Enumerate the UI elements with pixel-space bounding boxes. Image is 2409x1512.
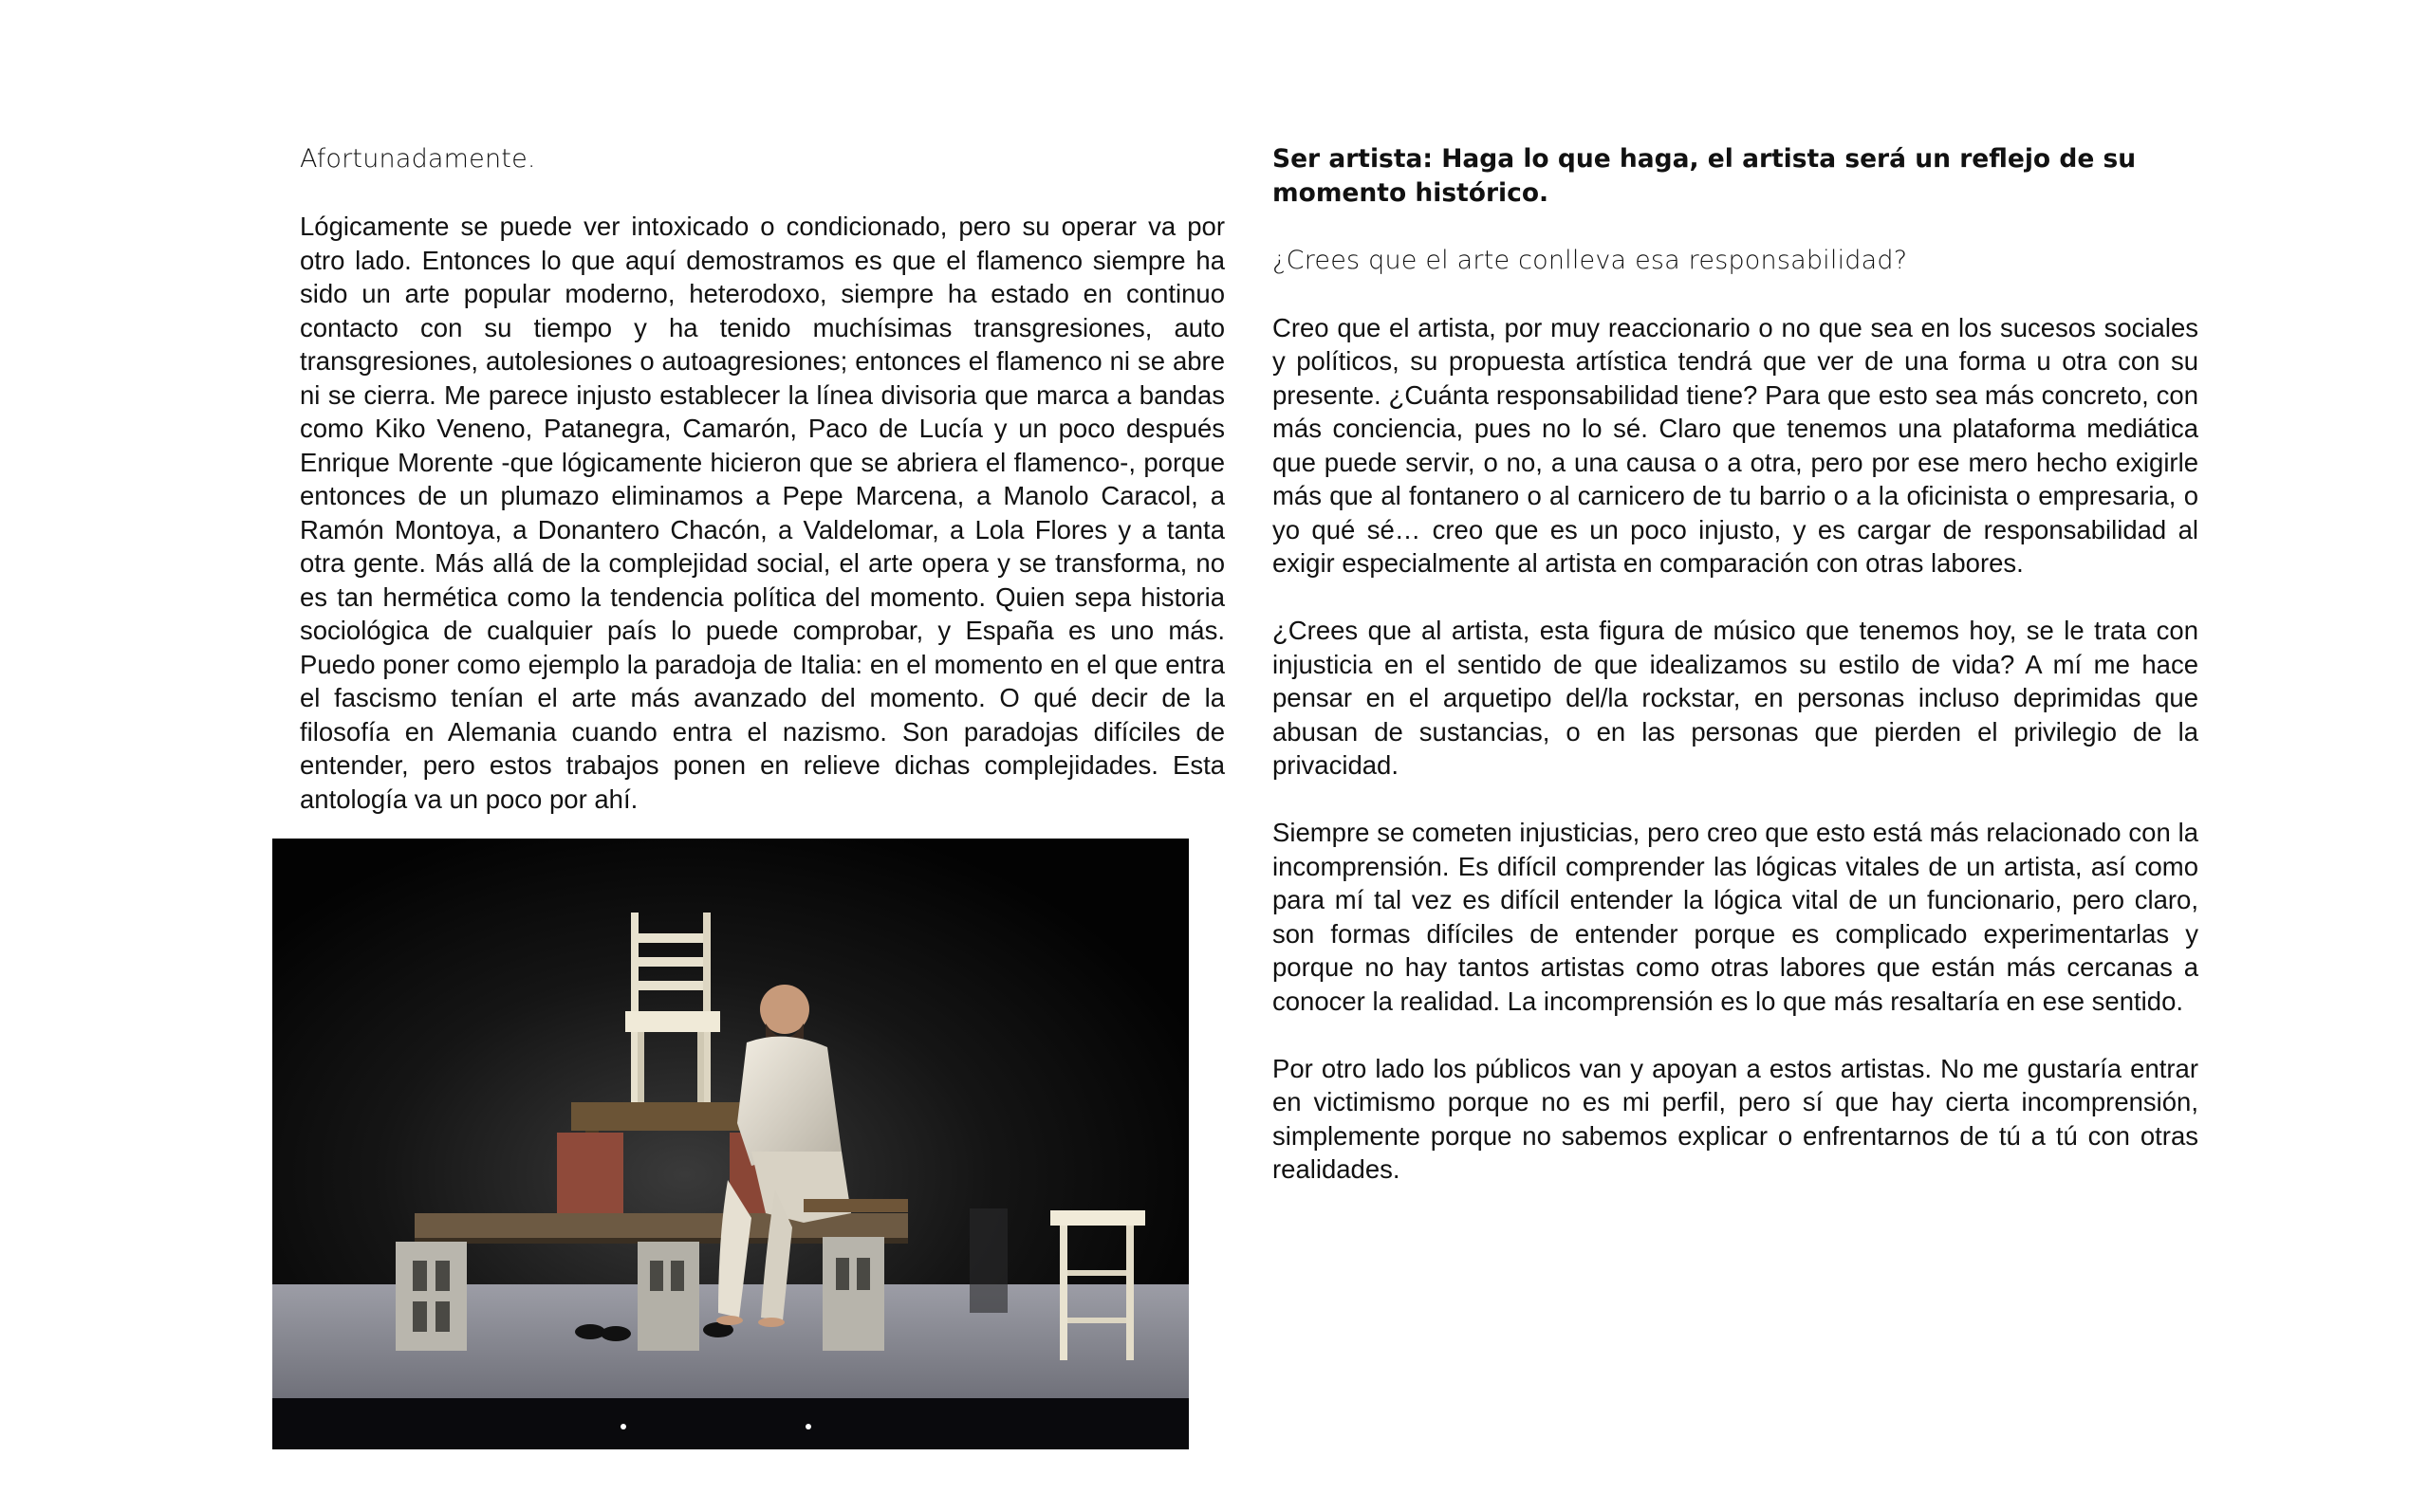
left-paragraph: Lógicamente se puede ver intoxicado o condicionado, pero su operar va por otro lado. Entonces lo que aquí demostramos es que el flamenco siempre ha sido un arte popular moderno, heterodoxo, siempre ha estado en continuo contacto con su tiempo y ha tenido muchísimas transgresiones, auto transgresiones, autolesiones o autoagresiones; entonces el flamenco ni se abre ni se cierra. Me parece injusto establecer la línea divisoria que marca a bandas como Kiko Veneno, Patanegra, Camarón, Paco de Lucía y un poco después Enrique Morente -que lógicamente hicieron que se abriera el flamenco-, porque entonces de un plumazo eliminamos a Pepe Marcena, a Manolo Caracol, a Ramón Montoya, a Donantero Chacón, a Valdelomar, a Lola Flores y a tanta otra gente. Más allá de la complejidad social, el arte opera y se transforma, no es tan hermética como la tendencia política del momento. Quien sepa historia sociológica de cualquier país lo puede comprobar, y España es uno más. Puedo poner como ejemplo la paradoja de Italia: en el momento en el que entra el fascismo tenían el arte más avanzado del momento. O qué decir de la filosofía en Alemania cuando entra el nazismo. Son paradojas difíciles de entender, pero estos trabajos ponen en relieve dichas complejidades. Esta antología va un poco por ahí. [300,212,1225,814]
left-column [300,142,1225,816]
answer-1: Creo que el artista, por muy reaccionario o no que sea en los sucesos sociales y políticos, su propuesta artística tendrá que ver de una forma u otra con su presente. ¿Cuánta responsabilidad tiene? Para que esto sea más concreto, con más conciencia, pues no lo sé. Claro que tenemos una plataforma mediática que puede servir, o no, a una causa o a otra, pero por ese mero hecho exigirle más que al fontanero o al carnicero de tu barrio o a la oficinista o empresaria, o yo qué sé… creo que es un poco injusto, y es cargar de responsabilidad al exigir especialmente al artista en comparación con otras labores. [1272,312,2198,578]
section-heading: Ser artista: Haga lo que haga, el artista será un reflejo de su momento histórico. [1272,144,2137,208]
answer-3: Por otro lado los públicos van y apoyan a estos artistas. No me gustaría entrar en victimismo porque no es mi perfil, pero sí que hay cierta incomprensión, simplemente porque no sabemos explicar o enfrentarnos de tú a tú con otras realidades. [1272,1053,2198,1184]
spacer [300,176,1225,211]
intro-text: Afortunadamente. [300,144,536,174]
question-1: ¿Crees que el arte conlleva esa responsabilidad? [1272,245,1908,275]
spacer [1272,581,2198,615]
right-column [1272,142,2198,1187]
spacer [1272,210,2198,244]
answer-2: Siempre se cometen injusticias, pero creo que esto está más relacionado con la incomprensión. Es difícil comprender las lógicas vitales de un artista, así como para mí tal vez es difícil entender la lógica vital de un funcionario, pero claro, son formas difíciles de entender porque es complicado experimentarlas y porque no hay tantos artistas como otras labores que están más cercanas a conocer la realidad. La incomprensión es lo que más resaltaría en ese sentido. [1272,818,2198,1016]
stage-photo [272,839,1189,1449]
spacer [1272,1018,2198,1052]
spacer [1272,783,2198,817]
spacer [1272,277,2198,311]
question-2: ¿Crees que al artista, esta figura de músico que tenemos hoy, se le trata con injusticia en el sentido de que idealizamos su estilo de vida? A mí me hace pensar en el arquetipo del/la rockstar, en personas incluso deprimidas que abusan de sustancias, o en las personas que pierden el privilegio de la privacidad. [1272,616,2198,780]
